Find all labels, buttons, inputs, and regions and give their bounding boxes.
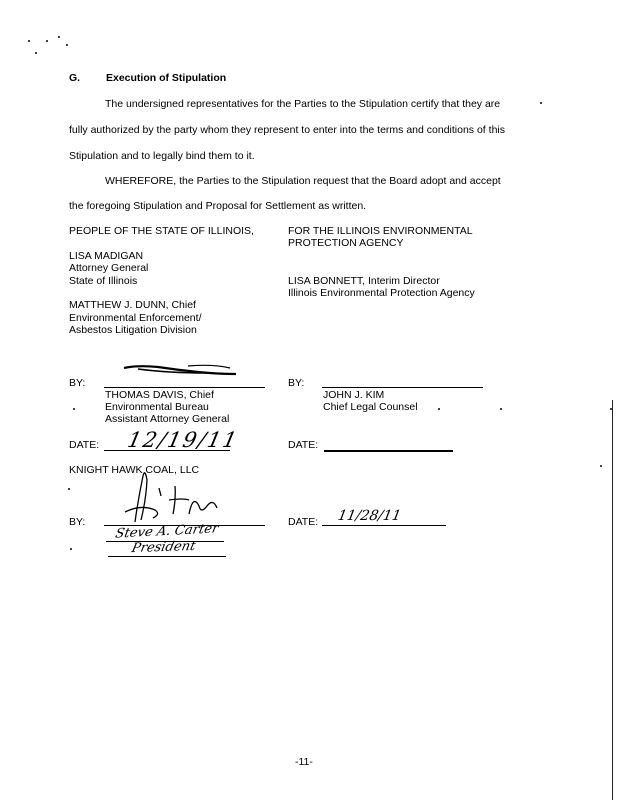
section-title: Execution of Stipulation (106, 72, 227, 84)
company-name: KNIGHT HAWK COAL, LLC (69, 464, 200, 476)
company-title-handwritten: President (130, 538, 197, 557)
left-signer-title1: Environmental Bureau (105, 401, 209, 413)
left-title1-line2: State of Illinois (69, 275, 138, 287)
left-party-header: PEOPLE OF THE STATE OF ILLINOIS, (69, 225, 254, 237)
company-date-line (322, 525, 446, 526)
right-party-header-line1: FOR THE ILLINOIS ENVIRONMENTAL (288, 225, 473, 237)
left-name2: MATTHEW J. DUNN, Chief (69, 299, 196, 311)
company-by-label: BY: (69, 516, 86, 528)
left-signer-title2: Assistant Attorney General (105, 413, 230, 425)
scan-speck (438, 408, 440, 410)
scan-speck (540, 102, 542, 104)
left-signature-line (104, 387, 265, 388)
scan-speck (70, 548, 72, 550)
left-name1: LISA MADIGAN (69, 250, 144, 262)
paragraph-line: The undersigned representatives for the Parties to the Stipulation certify that they are (105, 98, 501, 110)
company-signer-handwritten: Steve A. Carter (113, 521, 220, 542)
scan-speck (46, 40, 48, 42)
right-signature-line (322, 387, 483, 388)
paragraph-line: WHEREFORE, the Parties to the Stipulation request that the Board adopt and accept (105, 175, 501, 187)
scan-speck (58, 36, 60, 38)
scan-speck (600, 465, 602, 467)
right-by-label: BY: (288, 377, 305, 389)
section-letter: G. (69, 72, 81, 84)
left-date-label: DATE: (69, 439, 100, 451)
left-title2-line2: Asbestos Litigation Division (69, 324, 197, 336)
left-date-handwritten: 12/19/11 (125, 428, 241, 452)
scan-speck (66, 44, 68, 46)
scan-edge-line (612, 400, 613, 800)
scan-speck (73, 408, 75, 410)
left-signer-name: THOMAS DAVIS, Chief (105, 389, 214, 401)
company-date-handwritten: 11/28/11 (336, 508, 403, 524)
scan-speck (28, 40, 30, 42)
right-party-header-line2: PROTECTION AGENCY (288, 237, 404, 249)
right-date-line (324, 450, 453, 452)
right-signer-name: JOHN J. KIM (323, 389, 385, 401)
company-date-label: DATE: (288, 516, 319, 528)
paragraph-line: fully authorized by the party whom they represent to enter into the terms and conditions of this (69, 124, 505, 136)
company-underline-2 (108, 556, 226, 557)
signature-mark-davis (118, 362, 248, 382)
left-title2-line1: Environmental Enforcement/ (69, 312, 202, 324)
page-number: -11- (295, 756, 313, 768)
right-name1: LISA BONNETT, Interim Director (288, 275, 440, 287)
paragraph-line: Stipulation and to legally bind them to it. (69, 150, 255, 162)
scan-speck (68, 488, 70, 490)
scan-speck (35, 52, 37, 54)
right-date-label: DATE: (288, 439, 319, 451)
signature-mark-carter (113, 470, 228, 524)
paragraph-line: the foregoing Stipulation and Proposal for Settlement as written. (69, 200, 367, 212)
right-signer-title: Chief Legal Counsel (323, 401, 418, 413)
left-by-label: BY: (69, 377, 86, 389)
scan-speck (500, 408, 502, 410)
left-title1-line1: Attorney General (69, 262, 149, 274)
scan-speck (610, 408, 612, 410)
right-title1: Illinois Environmental Protection Agency (288, 287, 475, 299)
